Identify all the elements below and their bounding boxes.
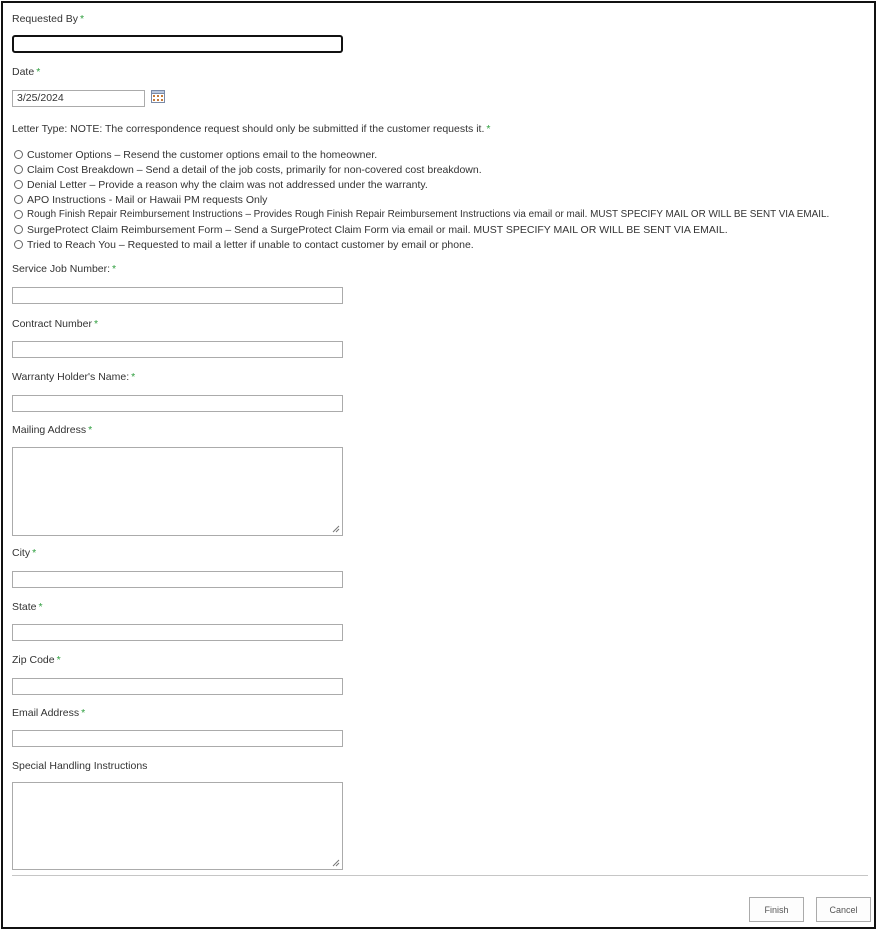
mailing-address-textarea[interactable] xyxy=(12,447,343,536)
date-label: Date * xyxy=(12,66,41,78)
warranty-holder-name-input[interactable] xyxy=(12,395,343,412)
radio-button[interactable] xyxy=(14,240,23,249)
warranty-holder-name-label: Warranty Holder's Name: * xyxy=(12,371,136,383)
letter-type-label: Letter Type: NOTE: The correspondence request should only be submitted if the customer requests it. * xyxy=(12,123,491,135)
radio-button[interactable] xyxy=(14,165,23,174)
zip-code-input[interactable] xyxy=(12,678,343,695)
special-handling-textarea[interactable] xyxy=(12,782,343,870)
state-label: State * xyxy=(12,601,43,613)
radio-button[interactable] xyxy=(14,150,23,159)
city-input[interactable] xyxy=(12,571,343,588)
zip-code-label: Zip Code * xyxy=(12,654,61,666)
letter-type-option[interactable]: Tried to Reach You – Requested to mail a letter if unable to contact customer by email or phone. xyxy=(14,237,474,252)
letter-type-option[interactable]: Denial Letter – Provide a reason why the claim was not addressed under the warranty. xyxy=(14,177,428,192)
radio-button[interactable] xyxy=(14,225,23,234)
letter-type-option[interactable]: SurgeProtect Claim Reimbursement Form – Send a SurgeProtect Claim Form via email or mail. MUST SPECIFY MAIL OR WILL BE SENT VIA EMAIL. xyxy=(14,222,728,237)
letter-type-option[interactable]: Claim Cost Breakdown – Send a detail of the job costs, primarily for non-covered cost breakdown. xyxy=(14,162,482,177)
radio-button[interactable] xyxy=(14,210,23,219)
special-handling-label: Special Handling Instructions xyxy=(12,760,148,772)
resize-handle-icon[interactable] xyxy=(332,525,340,533)
mailing-address-label: Mailing Address * xyxy=(12,424,93,436)
letter-type-option[interactable]: Rough Finish Repair Reimbursement Instructions – Provides Rough Finish Repair Reimbursement Instructions via email or mail. MUST SPECIFY MAIL OR WILL BE SENT VIA EMAIL. xyxy=(14,207,829,222)
email-address-input[interactable] xyxy=(12,730,343,747)
form-divider xyxy=(12,875,868,876)
service-job-number-label: Service Job Number: * xyxy=(12,263,117,275)
calendar-icon[interactable] xyxy=(151,90,165,103)
contract-number-input[interactable] xyxy=(12,341,343,358)
resize-handle-icon[interactable] xyxy=(332,859,340,867)
contract-number-label: Contract Number * xyxy=(12,318,99,330)
email-address-label: Email Address * xyxy=(12,707,86,719)
requested-by-label: Requested By * xyxy=(12,13,85,25)
requested-by-input[interactable] xyxy=(12,35,343,53)
letter-type-option[interactable]: APO Instructions - Mail or Hawaii PM requests Only xyxy=(14,192,267,207)
city-label: City * xyxy=(12,547,37,559)
date-input[interactable]: 3/25/2024 xyxy=(12,90,145,107)
form-frame xyxy=(1,1,876,929)
radio-button[interactable] xyxy=(14,180,23,189)
state-input[interactable] xyxy=(12,624,343,641)
finish-button[interactable]: Finish xyxy=(749,897,804,922)
letter-type-option[interactable]: Customer Options – Resend the customer options email to the homeowner. xyxy=(14,147,377,162)
service-job-number-input[interactable] xyxy=(12,287,343,304)
cancel-button[interactable]: Cancel xyxy=(816,897,871,922)
radio-button[interactable] xyxy=(14,195,23,204)
